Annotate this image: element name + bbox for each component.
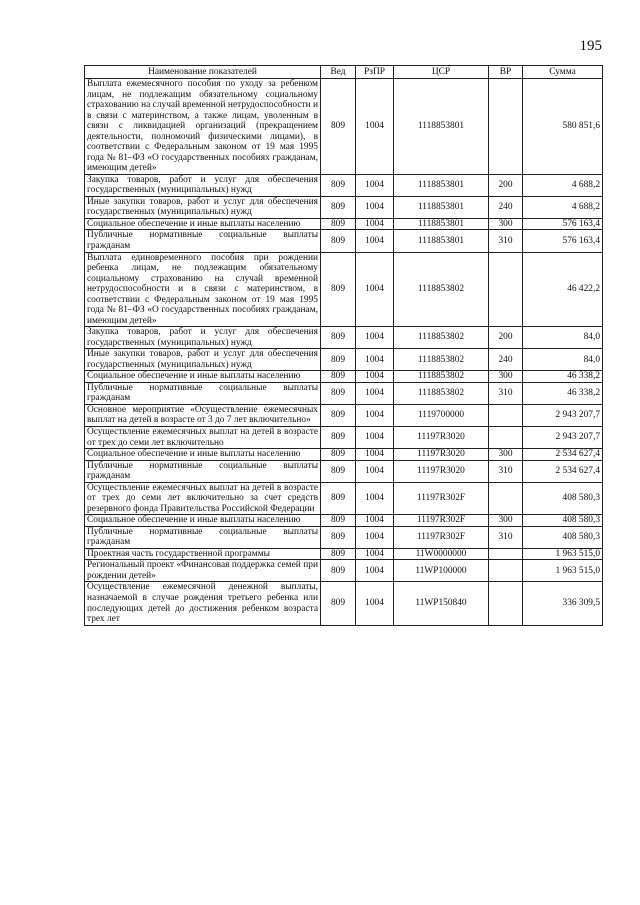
row-name: Социальное обеспечение и иные выплаты населению [85, 371, 321, 383]
row-sum: 336 309,5 [523, 582, 603, 625]
table-row [85, 196, 603, 218]
row-rzpr: 1004 [356, 218, 394, 230]
row-vr: 240 [489, 349, 523, 371]
row-rzpr: 1004 [356, 252, 394, 327]
row-csr: 1118853802 [394, 327, 489, 349]
row-sum: 84,0 [523, 327, 603, 349]
table-row [85, 482, 603, 515]
row-name: Иные закупки товаров, работ и услуг для обеспечения государственных (муниципальных) нужд [85, 196, 321, 218]
header-row [85, 66, 603, 79]
row-ved: 809 [321, 174, 356, 196]
row-ved: 809 [321, 327, 356, 349]
row-vr [489, 427, 523, 449]
row-csr: 1118853801 [394, 174, 489, 196]
row-ved: 809 [321, 230, 356, 252]
row-sum: 4 688,2 [523, 174, 603, 196]
row-name: Иные закупки товаров, работ и услуг для обеспечения государственных (муниципальных) нужд [85, 349, 321, 371]
row-rzpr: 1004 [356, 526, 394, 548]
row-vr: 300 [489, 515, 523, 527]
row-vr: 310 [489, 460, 523, 482]
budget-table [84, 65, 603, 626]
row-csr: 11197R3020 [394, 449, 489, 461]
row-csr: 1118853802 [394, 371, 489, 383]
row-sum: 46 338,2 [523, 371, 603, 383]
row-name: Выплата единовременного пособия при рождении ребенка лицам, не подлежащим обязательному социальному страхованию на случай временной нетрудоспособности и в связи с материнством, в соответствии с Федеральным законом от 19 мая 1995 года № 81–ФЗ «О государственных пособиях гражданам, имеющим детей» [85, 252, 321, 327]
row-ved: 809 [321, 582, 356, 625]
row-csr: 1118853802 [394, 382, 489, 404]
header-csr: ЦСР [394, 66, 489, 79]
header-vr: ВР [489, 66, 523, 79]
table-row [85, 560, 603, 582]
row-rzpr: 1004 [356, 371, 394, 383]
row-sum: 576 163,4 [523, 230, 603, 252]
row-vr: 200 [489, 327, 523, 349]
row-sum: 2 943 207,7 [523, 427, 603, 449]
row-rzpr: 1004 [356, 349, 394, 371]
row-vr: 310 [489, 382, 523, 404]
row-csr: 11W0000000 [394, 548, 489, 560]
row-vr: 300 [489, 371, 523, 383]
row-csr: 1118853801 [394, 218, 489, 230]
row-name: Закупка товаров, работ и услуг для обеспечения государственных (муниципальных) нужд [85, 327, 321, 349]
row-name: Социальное обеспечение и иные выплаты населению [85, 449, 321, 461]
row-ved: 809 [321, 349, 356, 371]
row-sum: 408 580,3 [523, 482, 603, 515]
row-vr [489, 548, 523, 560]
row-name: Публичные нормативные социальные выплаты гражданам [85, 460, 321, 482]
row-ved: 809 [321, 79, 356, 175]
row-sum: 1 963 515,0 [523, 548, 603, 560]
row-vr: 300 [489, 449, 523, 461]
row-ved: 809 [321, 218, 356, 230]
table-row [85, 371, 603, 383]
table-row [85, 449, 603, 461]
row-vr [489, 79, 523, 175]
row-vr [489, 404, 523, 426]
row-sum: 84,0 [523, 349, 603, 371]
row-ved: 809 [321, 482, 356, 515]
row-ved: 809 [321, 460, 356, 482]
row-vr: 240 [489, 196, 523, 218]
row-rzpr: 1004 [356, 482, 394, 515]
row-ved: 809 [321, 371, 356, 383]
row-name: Осуществление ежемесячных выплат на детей в возрасте от трех до семи лет включительно [85, 427, 321, 449]
table-row [85, 548, 603, 560]
row-ved: 809 [321, 515, 356, 527]
row-rzpr: 1004 [356, 230, 394, 252]
header-ved: Вед [321, 66, 356, 79]
row-sum: 2 943 207,7 [523, 404, 603, 426]
table-row [85, 460, 603, 482]
row-sum: 408 580,3 [523, 515, 603, 527]
row-rzpr: 1004 [356, 427, 394, 449]
row-rzpr: 1004 [356, 174, 394, 196]
row-ved: 809 [321, 196, 356, 218]
row-name: Социальное обеспечение и иные выплаты населению [85, 515, 321, 527]
row-sum: 46 338,2 [523, 382, 603, 404]
row-rzpr: 1004 [356, 548, 394, 560]
table-row [85, 218, 603, 230]
row-sum: 4 688,2 [523, 196, 603, 218]
header-name: Наименование показателей [85, 66, 321, 79]
row-sum: 408 580,3 [523, 526, 603, 548]
row-csr: 11197R302F [394, 482, 489, 515]
table-row [85, 252, 603, 327]
row-ved: 809 [321, 252, 356, 327]
row-vr: 310 [489, 526, 523, 548]
table-row [85, 382, 603, 404]
row-rzpr: 1004 [356, 560, 394, 582]
table-row [85, 427, 603, 449]
row-csr: 11WP150840 [394, 582, 489, 625]
row-name: Основное мероприятие «Осуществление ежемесячных выплат на детей в возрасте от 3 до 7 лет включительно» [85, 404, 321, 426]
row-name: Региональный проект «Финансовая поддержка семей при рождении детей» [85, 560, 321, 582]
row-csr: 1118853801 [394, 230, 489, 252]
row-rzpr: 1004 [356, 196, 394, 218]
row-sum: 46 422,2 [523, 252, 603, 327]
row-sum: 2 534 627,4 [523, 460, 603, 482]
row-vr: 300 [489, 218, 523, 230]
row-csr: 1118853802 [394, 252, 489, 327]
row-name: Социальное обеспечение и иные выплаты населению [85, 218, 321, 230]
page-number: 195 [579, 38, 602, 54]
row-rzpr: 1004 [356, 582, 394, 625]
row-name: Публичные нормативные социальные выплаты гражданам [85, 382, 321, 404]
row-vr: 200 [489, 174, 523, 196]
row-ved: 809 [321, 560, 356, 582]
row-vr [489, 582, 523, 625]
row-rzpr: 1004 [356, 79, 394, 175]
table-row [85, 404, 603, 426]
row-csr: 11WP100000 [394, 560, 489, 582]
row-csr: 11197R302F [394, 515, 489, 527]
row-sum: 580 851,6 [523, 79, 603, 175]
row-rzpr: 1004 [356, 449, 394, 461]
table-row [85, 174, 603, 196]
table-row [85, 327, 603, 349]
row-rzpr: 1004 [356, 515, 394, 527]
row-csr: 1118853801 [394, 196, 489, 218]
row-name: Закупка товаров, работ и услуг для обеспечения государственных (муниципальных) нужд [85, 174, 321, 196]
row-ved: 809 [321, 404, 356, 426]
row-ved: 809 [321, 548, 356, 560]
table-row [85, 526, 603, 548]
table-row [85, 349, 603, 371]
header-rzpr: РзПР [356, 66, 394, 79]
row-rzpr: 1004 [356, 382, 394, 404]
row-sum: 1 963 515,0 [523, 560, 603, 582]
table-row [85, 582, 603, 625]
row-name: Осуществление ежемесячной денежной выплаты, назначаемой в случае рождения третьего ребенка или последующих детей до достижения ребенком возраста трех лет [85, 582, 321, 625]
table-row [85, 79, 603, 175]
row-name: Публичные нормативные социальные выплаты гражданам [85, 526, 321, 548]
row-rzpr: 1004 [356, 460, 394, 482]
table-row [85, 230, 603, 252]
row-vr [489, 560, 523, 582]
row-name: Проектная часть государственной программы [85, 548, 321, 560]
row-vr: 310 [489, 230, 523, 252]
table-row [85, 515, 603, 527]
row-csr: 11197R3020 [394, 427, 489, 449]
row-csr: 1119700000 [394, 404, 489, 426]
row-ved: 809 [321, 526, 356, 548]
row-name: Выплата ежемесячного пособия по уходу за ребенком лицам, не подлежащим обязательному социальному страхованию на случай временной нетрудоспособности и в связи с материнством, а также лицам, уволенным в связи с ликвидацией организаций (прекращением деятельности, полномочий физическими лицами), в соответствии с Федеральным законом от 19 мая 1995 года № 81–ФЗ «О государственных пособиях гражданам, имеющим детей» [85, 79, 321, 175]
row-rzpr: 1004 [356, 404, 394, 426]
row-csr: 11197R302F [394, 526, 489, 548]
row-sum: 576 163,4 [523, 218, 603, 230]
row-ved: 809 [321, 382, 356, 404]
row-ved: 809 [321, 427, 356, 449]
row-csr: 11197R3020 [394, 460, 489, 482]
row-name: Осуществление ежемесячных выплат на детей в возрасте от трех до семи лет включительно за счет средств резервного фонда Правительства Российской Федерации [85, 482, 321, 515]
row-vr [489, 252, 523, 327]
row-vr [489, 482, 523, 515]
header-sum: Сумма [523, 66, 603, 79]
row-csr: 1118853802 [394, 349, 489, 371]
row-name: Публичные нормативные социальные выплаты гражданам [85, 230, 321, 252]
row-rzpr: 1004 [356, 327, 394, 349]
row-csr: 1118853801 [394, 79, 489, 175]
row-ved: 809 [321, 449, 356, 461]
row-sum: 2 534 627,4 [523, 449, 603, 461]
